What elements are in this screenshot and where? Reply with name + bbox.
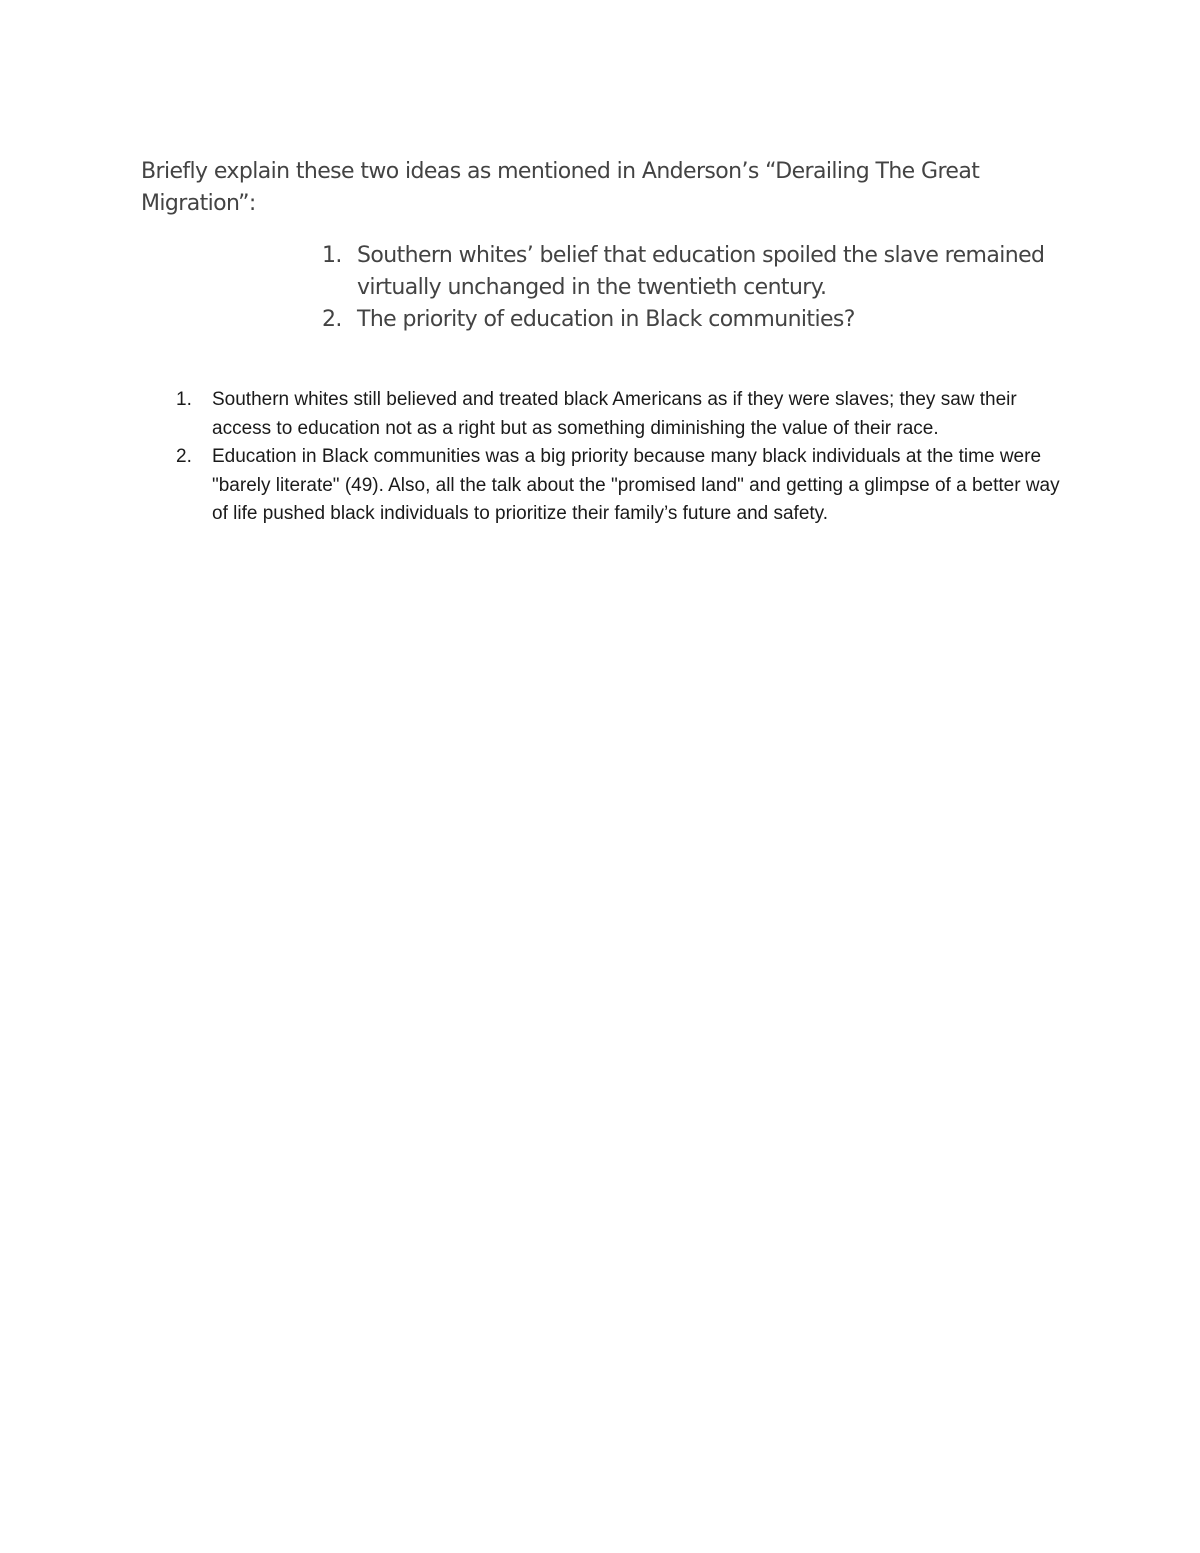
answer-item — [170, 386, 1070, 443]
answer-text: Southern whites still believed and treated black Americans as if they were slaves; they saw their access to education not as a right but as something diminishing the value of their race. — [212, 389, 1017, 439]
answer-number: 2. — [176, 446, 192, 467]
question-item — [318, 240, 1058, 304]
question-number: 2. — [322, 307, 342, 332]
assignment-prompt: Briefly explain these two ideas as mentioned in Anderson’s “Derailing The Great Migration”: — [141, 159, 980, 216]
question-text: Southern whites’ belief that education spoiled the slave remained virtually unchanged in the twentieth century. — [357, 243, 1045, 300]
answer-text: Education in Black communities was a big priority because many black individuals at the time were "barely literate" (49). Also, all the talk about the "promised land" and getting a glimpse of a better way of life pushed black individuals to prioritize their family’s future and safety. — [212, 446, 1060, 524]
answer-list — [170, 386, 1070, 529]
question-text: The priority of education in Black communities? — [357, 307, 855, 332]
answer-number: 1. — [176, 389, 192, 410]
answer-item — [170, 443, 1070, 529]
question-item — [318, 304, 1058, 336]
question-list — [318, 240, 1058, 336]
question-number: 1. — [322, 243, 342, 268]
